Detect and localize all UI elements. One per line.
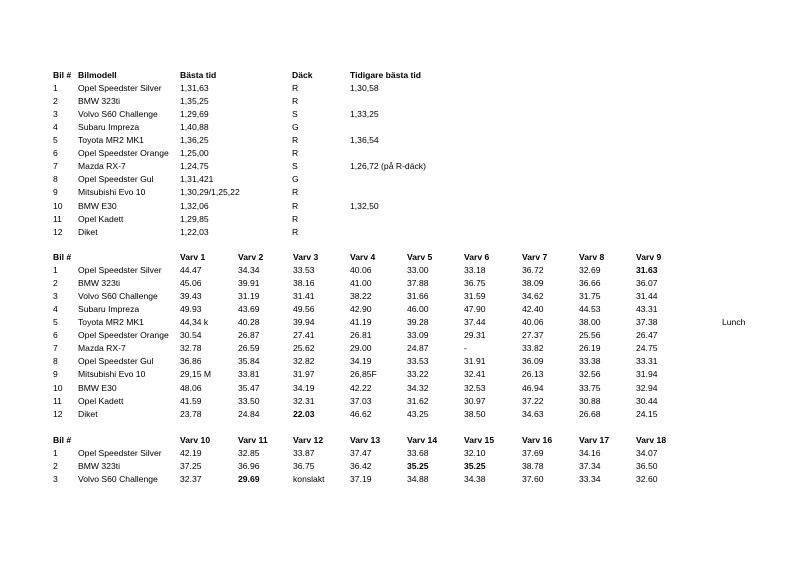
table2-cell: - (464, 343, 467, 354)
table2-cell: 44.47 (180, 265, 202, 276)
table2-cell: 31.44 (636, 291, 658, 302)
table2-cell: 35.84 (238, 356, 260, 367)
table3-cell: 34.07 (636, 448, 658, 459)
table2-cell: 31.59 (464, 291, 486, 302)
table2-cell: 30.44 (636, 395, 658, 406)
table2-cell: 36.07 (636, 278, 658, 289)
table2-cell: 26.19 (579, 343, 601, 354)
table1-cell: 1,32,50 (350, 200, 379, 211)
table1-cell: 6 (53, 148, 58, 159)
table1-cell: Opel Speedster Gul (78, 174, 154, 185)
table2-cell: 36.86 (180, 356, 202, 367)
table3-header-cell: Varv 10 (180, 435, 211, 445)
table2-cell: 26.87 (238, 330, 260, 341)
table1-cell: Opel Speedster Silver (78, 83, 162, 94)
table1-cell: 1,29,85 (180, 213, 209, 224)
table2-cell: 31.97 (293, 369, 315, 380)
table2-cell: 38.22 (350, 291, 372, 302)
table2-cell: 7 (53, 343, 58, 354)
table3-cell: Opel Speedster Silver (78, 448, 162, 459)
table2-cell: 26.68 (579, 408, 601, 419)
table2-cell: 43.31 (636, 304, 658, 315)
table2-cell: 31.91 (464, 356, 486, 367)
table1-cell: 4 (53, 122, 58, 133)
table2-cell: 29,15 M (180, 369, 212, 380)
table2-cell: 34.34 (238, 265, 260, 276)
table3-cell: 32.60 (636, 474, 658, 485)
table2-cell: 42.22 (350, 382, 372, 393)
table3-cell: konslakt (293, 474, 325, 485)
table3-cell: 36.50 (636, 461, 658, 472)
table2-cell: 8 (53, 356, 58, 367)
table1-cell: 1,30,58 (350, 83, 379, 94)
table2-cell: 39.43 (180, 291, 202, 302)
table2-cell: 32.53 (464, 382, 486, 393)
table2-cell: Toyota MR2 MK1 (78, 317, 144, 328)
table3-cell: 38.78 (522, 461, 544, 472)
table1-cell: R (292, 200, 299, 211)
table1-cell: 11 (53, 213, 62, 224)
table2-cell: 46.94 (522, 382, 544, 393)
table2-cell: Mazda RX-7 (78, 343, 126, 354)
table2-header-cell: Varv 1 (180, 252, 206, 262)
table2-header-cell: Varv 3 (293, 252, 319, 262)
table2-header-cell: Varv 6 (464, 252, 490, 262)
table3-cell: 33.68 (407, 448, 429, 459)
table1-cell: 12 (53, 226, 63, 237)
table2-cell: 45.06 (180, 278, 202, 289)
table2-cell: 46.62 (350, 408, 372, 419)
table1-cell: 1,22,03 (180, 226, 209, 237)
table1-cell: Mitsubishi Evo 10 (78, 187, 146, 198)
table2-cell: 37.22 (522, 395, 544, 406)
table2-cell: 26.13 (522, 369, 544, 380)
table3-header-cell: Varv 14 (407, 435, 438, 445)
table2-cell: 37.88 (407, 278, 429, 289)
table3-cell: 29.69 (238, 474, 260, 485)
table2-cell: 32.31 (293, 395, 315, 406)
table2-cell: 9 (53, 369, 58, 380)
table1-cell: 1,24,75 (180, 161, 209, 172)
table1-cell: Mazda RX-7 (78, 161, 126, 172)
table2-cell: 36.75 (464, 278, 486, 289)
table2-cell: 24.87 (407, 343, 429, 354)
table1-cell: R (292, 226, 299, 237)
table3-cell: 37.69 (522, 448, 544, 459)
table1-cell: G (292, 122, 299, 133)
table2-header-cell: Varv 9 (636, 252, 662, 262)
table2-cell: Opel Speedster Gul (78, 356, 154, 367)
table2-cell: Volvo S60 Challenge (78, 291, 158, 302)
table1-cell: G (292, 174, 299, 185)
table2-cell: 5 (53, 317, 58, 328)
table2-cell: 32.94 (636, 382, 658, 393)
table1-cell: 1,29,69 (180, 109, 209, 120)
table2-cell: 44.53 (579, 304, 601, 315)
table1-cell: R (292, 213, 299, 224)
table2-cell: 38.50 (464, 408, 486, 419)
table2-cell: 32.41 (464, 369, 486, 380)
table1-header-cell: Tidigare bästa tid (350, 70, 421, 80)
table2-cell: 43.69 (238, 304, 260, 315)
table2-cell: 34.62 (522, 291, 544, 302)
table2-cell: 30.97 (464, 395, 486, 406)
table2-cell: 33.22 (407, 369, 429, 380)
table1-cell: 7 (53, 161, 58, 172)
table1-cell: R (292, 96, 299, 107)
table2-cell: 43.25 (407, 408, 429, 419)
table2-cell: 33.82 (522, 343, 544, 354)
table2-cell: 31.66 (407, 291, 429, 302)
table3-cell: 34.88 (407, 474, 429, 485)
table2-cell: 26.59 (238, 343, 260, 354)
table2-cell: 31.41 (293, 291, 315, 302)
table2-cell: BMW E30 (78, 382, 117, 393)
table3-cell: 34.38 (464, 474, 486, 485)
table1-cell: 2 (53, 96, 58, 107)
table3-cell: 37.47 (350, 448, 372, 459)
table3-cell: 32.37 (180, 474, 202, 485)
table2-cell: 46.00 (407, 304, 429, 315)
table2-header-cell: Varv 8 (579, 252, 605, 262)
table1-cell: 3 (53, 109, 58, 120)
table2-header-cell: Varv 5 (407, 252, 433, 262)
table2-cell: 11 (53, 395, 62, 406)
table2-cell: 38.00 (579, 317, 601, 328)
table2-cell: 12 (53, 408, 63, 419)
table2-cell: 24.15 (636, 408, 658, 419)
table3-header-cell: Varv 15 (464, 435, 495, 445)
table2-cell: 49.93 (180, 304, 202, 315)
table1-cell: 1,36,25 (180, 135, 209, 146)
table2-cell: 32.69 (579, 265, 601, 276)
table2-header-cell: Varv 2 (238, 252, 264, 262)
table2-cell: 41.19 (350, 317, 372, 328)
table1-cell: 5 (53, 135, 58, 146)
table3-header-cell: Varv 16 (522, 435, 553, 445)
lunch-note: Lunch (722, 317, 746, 328)
table2-cell: 33.00 (407, 265, 429, 276)
table2-cell: 41.59 (180, 395, 202, 406)
table1-cell: S (292, 161, 298, 172)
table2-cell: 40.28 (238, 317, 260, 328)
table2-cell: 33.53 (407, 356, 429, 367)
table2-cell: 6 (53, 330, 58, 341)
table2-cell: 34.19 (293, 382, 315, 393)
table3-header-cell: Varv 12 (293, 435, 324, 445)
table2-cell: 33.31 (636, 356, 658, 367)
table2-cell: 4 (53, 304, 58, 315)
table3-cell: 1 (53, 448, 58, 459)
table1-cell: 1,33,25 (350, 109, 379, 120)
table1-cell: R (292, 148, 299, 159)
table3-header-cell: Varv 11 (238, 435, 268, 445)
table3-cell: Volvo S60 Challenge (78, 474, 158, 485)
table2-cell: Diket (78, 408, 98, 419)
table2-cell: Subaru Impreza (78, 304, 140, 315)
table2-cell: 49.56 (293, 304, 315, 315)
table2-cell: 29.31 (464, 330, 486, 341)
table2-cell: 34.32 (407, 382, 429, 393)
table2-cell: 37.38 (636, 317, 658, 328)
table3-header-cell: Bil # (53, 435, 72, 445)
table1-cell: Diket (78, 226, 98, 237)
table1-cell: R (292, 187, 299, 198)
table2-header-cell: Varv 7 (522, 252, 548, 262)
table3-cell: 36.96 (238, 461, 260, 472)
table1-cell: 10 (53, 200, 63, 211)
table2-cell: 44,34 k (180, 317, 209, 328)
table1-cell: 1,31,421 (180, 174, 214, 185)
table1-cell: S (292, 109, 298, 120)
table3-cell: 35.25 (407, 461, 429, 472)
table2-cell: 36.66 (579, 278, 601, 289)
table3-cell: 35.25 (464, 461, 486, 472)
table3-cell: 33.87 (293, 448, 315, 459)
table1-cell: 1 (53, 83, 58, 94)
table2-cell: 39.91 (238, 278, 260, 289)
table1-cell: 1,40,88 (180, 122, 209, 133)
table3-cell: 32.10 (464, 448, 486, 459)
table2-cell: BMW 323ti (78, 278, 121, 289)
table1-cell: 1,25,00 (180, 148, 209, 159)
table3-cell: BMW 323ti (78, 461, 121, 472)
table2-cell: 25.56 (579, 330, 601, 341)
table2-cell: 38.16 (293, 278, 315, 289)
table2-cell: 31.63 (636, 265, 658, 276)
table2-cell: 42.40 (522, 304, 544, 315)
table2-cell: 31.19 (238, 291, 260, 302)
table3-header-cell: Varv 17 (579, 435, 610, 445)
table2-cell: 32.82 (293, 356, 315, 367)
table3-cell: 33.34 (579, 474, 601, 485)
table3-cell: 36.75 (293, 461, 315, 472)
table2-cell: 33.38 (579, 356, 601, 367)
table2-cell: 10 (53, 382, 63, 393)
table2-cell: 36.09 (522, 356, 544, 367)
table2-header-cell: Varv 4 (350, 252, 376, 262)
table1-cell: 1,36,54 (350, 135, 379, 146)
table2-cell: Opel Speedster Orange (78, 330, 169, 341)
table1-cell: Opel Speedster Orange (78, 148, 169, 159)
table3-cell: 37.34 (579, 461, 601, 472)
table1-cell: 8 (53, 174, 58, 185)
table2-cell: 23.78 (180, 408, 202, 419)
table1-cell: 1,30,29/1,25,22 (180, 187, 240, 198)
table3-cell: 37.19 (350, 474, 372, 485)
table2-cell: 37.03 (350, 395, 372, 406)
table2-cell: 40.06 (350, 265, 372, 276)
table2-cell: 38.09 (522, 278, 544, 289)
table1-cell: R (292, 83, 299, 94)
table2-cell: 47.90 (464, 304, 486, 315)
table1-header-cell: Däck (292, 70, 313, 80)
table2-cell: 34.63 (522, 408, 544, 419)
table2-cell: 31.75 (579, 291, 601, 302)
table2-cell: 26.47 (636, 330, 658, 341)
table2-cell: 32.56 (579, 369, 601, 380)
table2-cell: 1 (53, 265, 58, 276)
table2-cell: 48.06 (180, 382, 202, 393)
table2-cell: 24.75 (636, 343, 658, 354)
table1-cell: 1,31,63 (180, 83, 209, 94)
table1-cell: BMW 323ti (78, 96, 121, 107)
table2-cell: Opel Kadett (78, 395, 124, 406)
table2-cell: 30.88 (579, 395, 601, 406)
table2-cell: 31.62 (407, 395, 429, 406)
table2-cell: 33.53 (293, 265, 315, 276)
table1-header-cell: Bästa tid (180, 70, 217, 80)
table3-cell: 36.42 (350, 461, 372, 472)
table2-cell: 36.72 (522, 265, 544, 276)
table2-cell: 39.28 (407, 317, 429, 328)
table3-cell: 34.16 (579, 448, 601, 459)
table2-cell: 35.47 (238, 382, 260, 393)
table3-header-cell: Varv 18 (636, 435, 667, 445)
table3-cell: 37.60 (522, 474, 544, 485)
table1-header-cell: Bilmodell (78, 70, 117, 80)
table2-cell: 32.78 (180, 343, 202, 354)
table1-cell: 1,35,25 (180, 96, 209, 107)
table1-cell: 1,26,72 (på R-däck) (350, 161, 426, 172)
table2-cell: Opel Speedster Silver (78, 265, 162, 276)
table2-cell: 29.00 (350, 343, 372, 354)
table1-cell: Volvo S60 Challenge (78, 109, 158, 120)
table2-cell: 33.50 (238, 395, 260, 406)
table2-cell: 34.19 (350, 356, 372, 367)
table3-cell: 2 (53, 461, 58, 472)
table2-cell: 30.54 (180, 330, 202, 341)
table1-cell: R (292, 135, 299, 146)
table2-cell: 42.90 (350, 304, 372, 315)
table3-cell: 42.19 (180, 448, 202, 459)
table2-cell: 33.18 (464, 265, 486, 276)
table3-header-cell: Varv 13 (350, 435, 381, 445)
table1-cell: BMW E30 (78, 200, 117, 211)
table3-cell: 37.25 (180, 461, 202, 472)
table2-cell: 27.41 (293, 330, 315, 341)
table2-cell: 22.03 (293, 408, 315, 419)
table2-header-cell: Bil # (53, 252, 72, 262)
table1-cell: Subaru Impreza (78, 122, 140, 133)
table2-cell: 27.37 (522, 330, 544, 341)
table2-cell: 33.09 (407, 330, 429, 341)
table1-cell: 9 (53, 187, 58, 198)
table2-cell: 3 (53, 291, 58, 302)
table1-header-cell: Bil # (53, 70, 72, 80)
table3-cell: 32.85 (238, 448, 260, 459)
table2-cell: 2 (53, 278, 58, 289)
table2-cell: 33.75 (579, 382, 601, 393)
table1-cell: 1,32,06 (180, 200, 209, 211)
table2-cell: 26,85F (350, 369, 377, 380)
table1-cell: Toyota MR2 MK1 (78, 135, 144, 146)
table2-cell: Mitsubishi Evo 10 (78, 369, 146, 380)
table2-cell: 26.81 (350, 330, 372, 341)
table3-cell: 3 (53, 474, 58, 485)
table2-cell: 25.62 (293, 343, 315, 354)
table2-cell: 39.94 (293, 317, 315, 328)
table2-cell: 33.81 (238, 369, 260, 380)
table2-cell: 37.44 (464, 317, 486, 328)
table1-cell: Opel Kadett (78, 213, 124, 224)
table2-cell: 41.00 (350, 278, 372, 289)
table2-cell: 40.06 (522, 317, 544, 328)
table2-cell: 31.94 (636, 369, 658, 380)
table2-cell: 24.84 (238, 408, 260, 419)
